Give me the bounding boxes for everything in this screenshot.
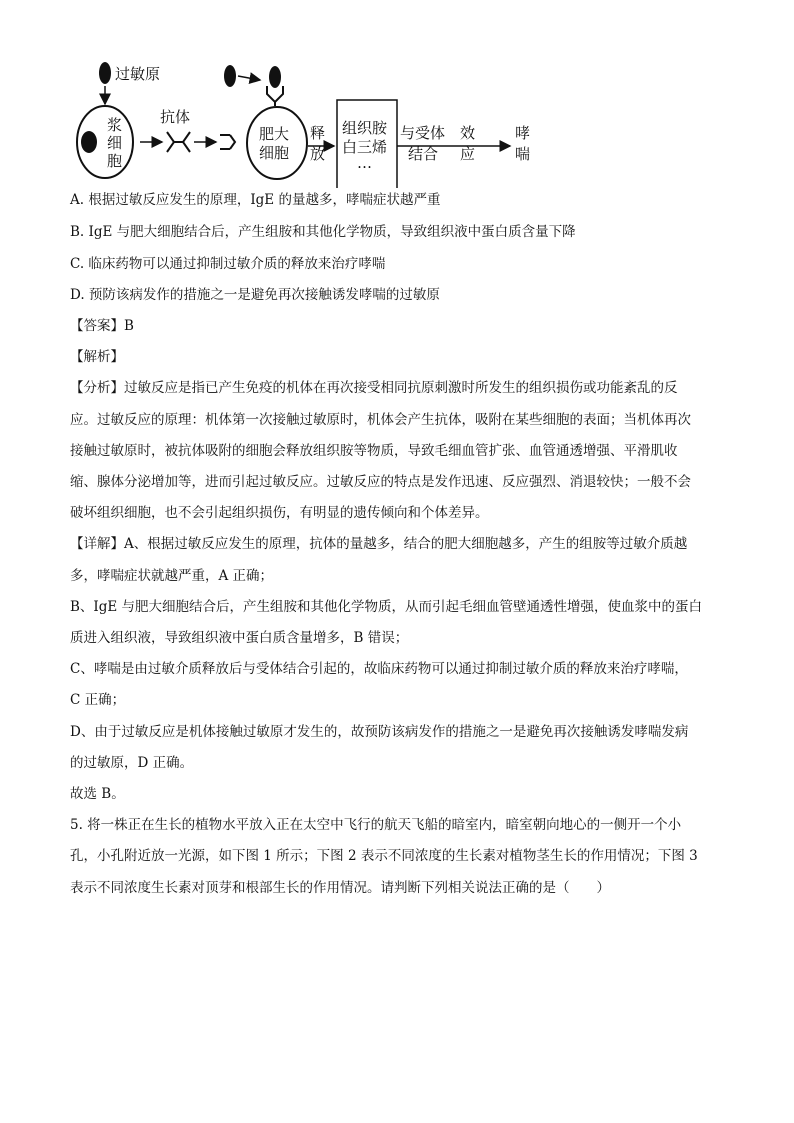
bind-receptor-label-1: 与受体 xyxy=(400,124,446,142)
asthma-label-2: 喘 xyxy=(515,145,531,163)
effect-label-1: 效 xyxy=(460,124,476,142)
surface-antibody-icon xyxy=(267,86,283,106)
question-5-line: 孔，小孔附近放一光源，如下图 1 所示；下图 2 表示不同浓度的生长素对植物茎生长的作用情况；下图 3 xyxy=(70,848,698,864)
option-c: C. 临床药物可以通过抑制过敏介质的释放来治疗哮喘 xyxy=(70,256,386,272)
option-a: A. 根据过敏反应发生的原理，IgE 的量越多，哮喘症状越严重 xyxy=(70,192,441,208)
analysis-line: 缩、腺体分泌增加等，进而引起过敏反应。过敏反应的特点是发作迅速、反应强烈、消退较快；一般不会 xyxy=(70,474,691,490)
antibody-icon xyxy=(167,132,190,152)
mediator-label-3: … xyxy=(357,154,372,172)
plasma-cell-label-1: 浆 xyxy=(107,116,123,134)
allergen-icon-3 xyxy=(269,66,281,88)
analysis-line: 应。过敏反应的原理：机体第一次接触过敏原时，机体会产生抗体，吸附在某些细胞的表面；当机体再次 xyxy=(70,412,691,428)
detail-line: 【详解】A、根据过敏反应发生的原理，抗体的量越多，结合的肥大细胞越多，产生的组胺等过敏介质越 xyxy=(70,536,688,552)
bound-antibody-icon xyxy=(220,135,235,149)
detail-line: D、由于过敏反应是机体接触过敏原才发生的，故预防该病发作的措施之一是避免再次接触诱发哮喘发病 xyxy=(70,724,689,740)
plasma-cell-nucleus-icon xyxy=(81,131,97,153)
mast-cell-label-2: 细胞 xyxy=(259,144,290,162)
detail-line: B、IgE 与肥大细胞结合后，产生组胺和其他化学物质，从而引起毛细血管壁通透性增强，使血浆中的蛋白 xyxy=(70,599,703,615)
asthma-label-1: 哮 xyxy=(515,124,531,142)
bind-receptor-label-2: 结合 xyxy=(408,145,439,163)
question-5-line: 5. 将一株正在生长的植物水平放入正在太空中飞行的航天飞船的暗室内，暗室朝向地心的一侧开一个小 xyxy=(70,817,682,833)
effect-label-2: 应 xyxy=(460,145,476,163)
mediator-label-2: 白三烯 xyxy=(342,138,388,156)
option-b: B. IgE 与肥大细胞结合后，产生组胺和其他化学物质，导致组织液中蛋白质含量下降 xyxy=(70,224,576,240)
plasma-cell-label-3: 胞 xyxy=(107,152,123,170)
option-d: D. 预防该病发作的措施之一是避免再次接触诱发哮喘的过敏原 xyxy=(70,287,440,303)
allergy-mechanism-diagram xyxy=(70,58,550,188)
analysis-line: 接触过敏原时，被抗体吸附的细胞会释放组织胺等物质，导致毛细血管扩张、血管通透增强、平滑肌收 xyxy=(70,443,678,459)
detail-line: 多，哮喘症状就越严重，A 正确； xyxy=(70,568,274,584)
release-label-1: 释 xyxy=(310,124,326,142)
analysis-header: 【解析】 xyxy=(70,349,124,365)
mast-cell-label-1: 肥大 xyxy=(259,125,290,143)
detail-line: 质进入组织液，导致组织液中蛋白质含量增多，B 错误； xyxy=(70,630,409,646)
detail-line: C 正确； xyxy=(70,692,126,708)
plasma-cell-label-2: 细 xyxy=(107,134,123,152)
question-5-line: 表示不同浓度生长素对顶芽和根部生长的作用情况。请判断下列相关说法正确的是（ ） xyxy=(70,880,610,896)
analysis-line: 破坏组织细胞，也不会引起组织损伤，有明显的遗传倾向和个体差异。 xyxy=(70,505,489,521)
antibody-label: 抗体 xyxy=(160,108,191,126)
answer-line: 【答案】B xyxy=(70,318,134,334)
allergen-icon xyxy=(99,62,111,84)
allergen-label: 过敏原 xyxy=(115,65,161,83)
allergen-icon-2 xyxy=(224,65,236,87)
analysis-line: 【分析】过敏反应是指已产生免疫的机体在再次接受相同抗原刺激时所发生的组织损伤或功能紊乱的反 xyxy=(70,380,678,396)
detail-line: 的过敏原，D 正确。 xyxy=(70,755,194,771)
mast-cell-icon xyxy=(247,107,307,179)
detail-line: C、哮喘是由过敏介质释放后与受体结合引起的，故临床药物可以通过抑制过敏介质的释放来治疗哮喘， xyxy=(70,661,688,677)
release-label-2: 放 xyxy=(310,145,326,163)
mediator-label-1: 组织胺 xyxy=(342,119,388,137)
detail-line: 故选 B。 xyxy=(70,786,125,802)
